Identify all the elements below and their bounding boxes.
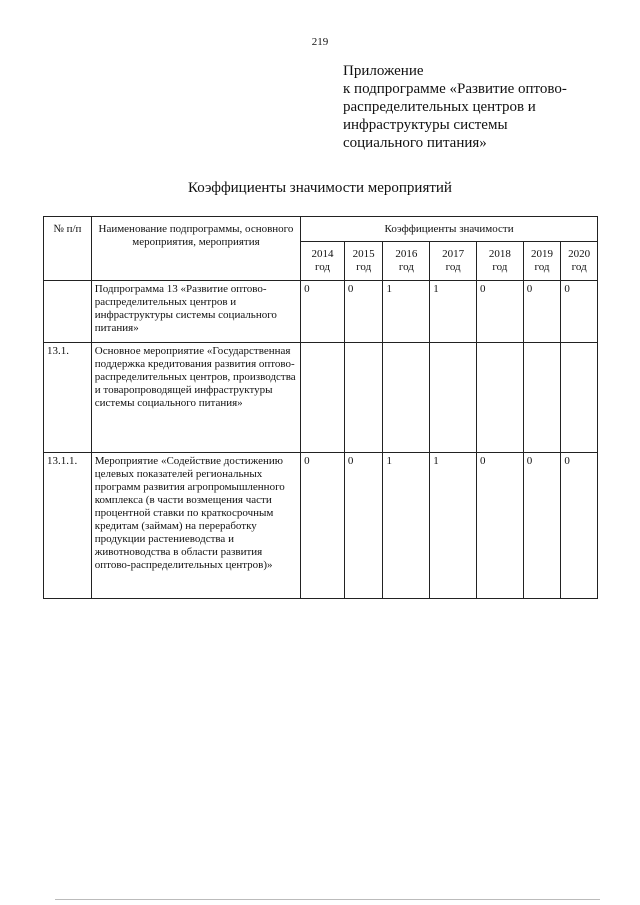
table-row: [44, 453, 598, 599]
year-header: 2015 год: [344, 242, 383, 281]
year-header: 2020 год: [561, 242, 598, 281]
document-title: Коэффициенты значимости мероприятий: [188, 180, 452, 196]
row-value: [344, 343, 383, 453]
year-header: 2014 год: [301, 242, 345, 281]
row-name: Подпрограмма 13 «Развитие оптово-распределительных центров и инфраструктуры системы социального питания»: [91, 281, 300, 343]
year-header: 2019 год: [523, 242, 561, 281]
row-value: [430, 343, 477, 453]
coefficients-table: [43, 216, 598, 599]
row-value: 0: [301, 281, 345, 343]
row-value: 0: [523, 281, 561, 343]
row-value: [476, 343, 523, 453]
scan-edge-line: [55, 899, 600, 900]
row-value: 1: [383, 453, 430, 599]
row-value: 0: [344, 453, 383, 599]
appendix-line: инфраструктуры системы: [343, 117, 508, 133]
row-name: Основное мероприятие «Государственная поддержка кредитования развития оптово-распределительных центров, производства и товаропроводящей инфраструктуры системы социального питания»: [91, 343, 300, 453]
row-value: 1: [430, 281, 477, 343]
row-value: [301, 343, 345, 453]
header-name: Наименование подпрограммы, основного мероприятия, мероприятия: [91, 217, 300, 281]
row-value: 0: [301, 453, 345, 599]
row-name: Мероприятие «Содействие достижению целевых показателей региональных программ развития агропромышленного комплекса (в части возмещения части процентной ставки по краткосрочным кредитам (займам) на переработку продукции растениеводства и животноводства в области развития оптово-распределительных центров)»: [91, 453, 300, 599]
year-header: 2018 год: [476, 242, 523, 281]
row-value: 1: [383, 281, 430, 343]
row-value: 0: [344, 281, 383, 343]
row-value: 0: [561, 281, 598, 343]
row-value: 0: [476, 281, 523, 343]
row-value: 1: [430, 453, 477, 599]
row-num: 13.1.: [44, 343, 92, 453]
row-value: 0: [476, 453, 523, 599]
table-row: [44, 343, 598, 453]
row-value: [523, 343, 561, 453]
year-header: 2017 год: [430, 242, 477, 281]
header-row: [44, 217, 598, 242]
header-coefficients: Коэффициенты значимости: [301, 217, 598, 242]
row-num: 13.1.1.: [44, 453, 92, 599]
page-number: 219: [311, 36, 329, 48]
row-num: [44, 281, 92, 343]
row-value: [561, 343, 598, 453]
appendix-line: социального питания»: [343, 135, 487, 151]
row-value: 0: [523, 453, 561, 599]
appendix-line: распределительных центров и: [343, 99, 536, 115]
appendix-line: к подпрограмме «Развитие оптово-: [343, 81, 567, 97]
header-num: № п/п: [44, 217, 92, 281]
appendix-line: Приложение: [343, 63, 424, 79]
year-header: 2016 год: [383, 242, 430, 281]
table-row: [44, 281, 598, 343]
row-value: [383, 343, 430, 453]
appendix-block: [343, 62, 603, 152]
row-value: 0: [561, 453, 598, 599]
